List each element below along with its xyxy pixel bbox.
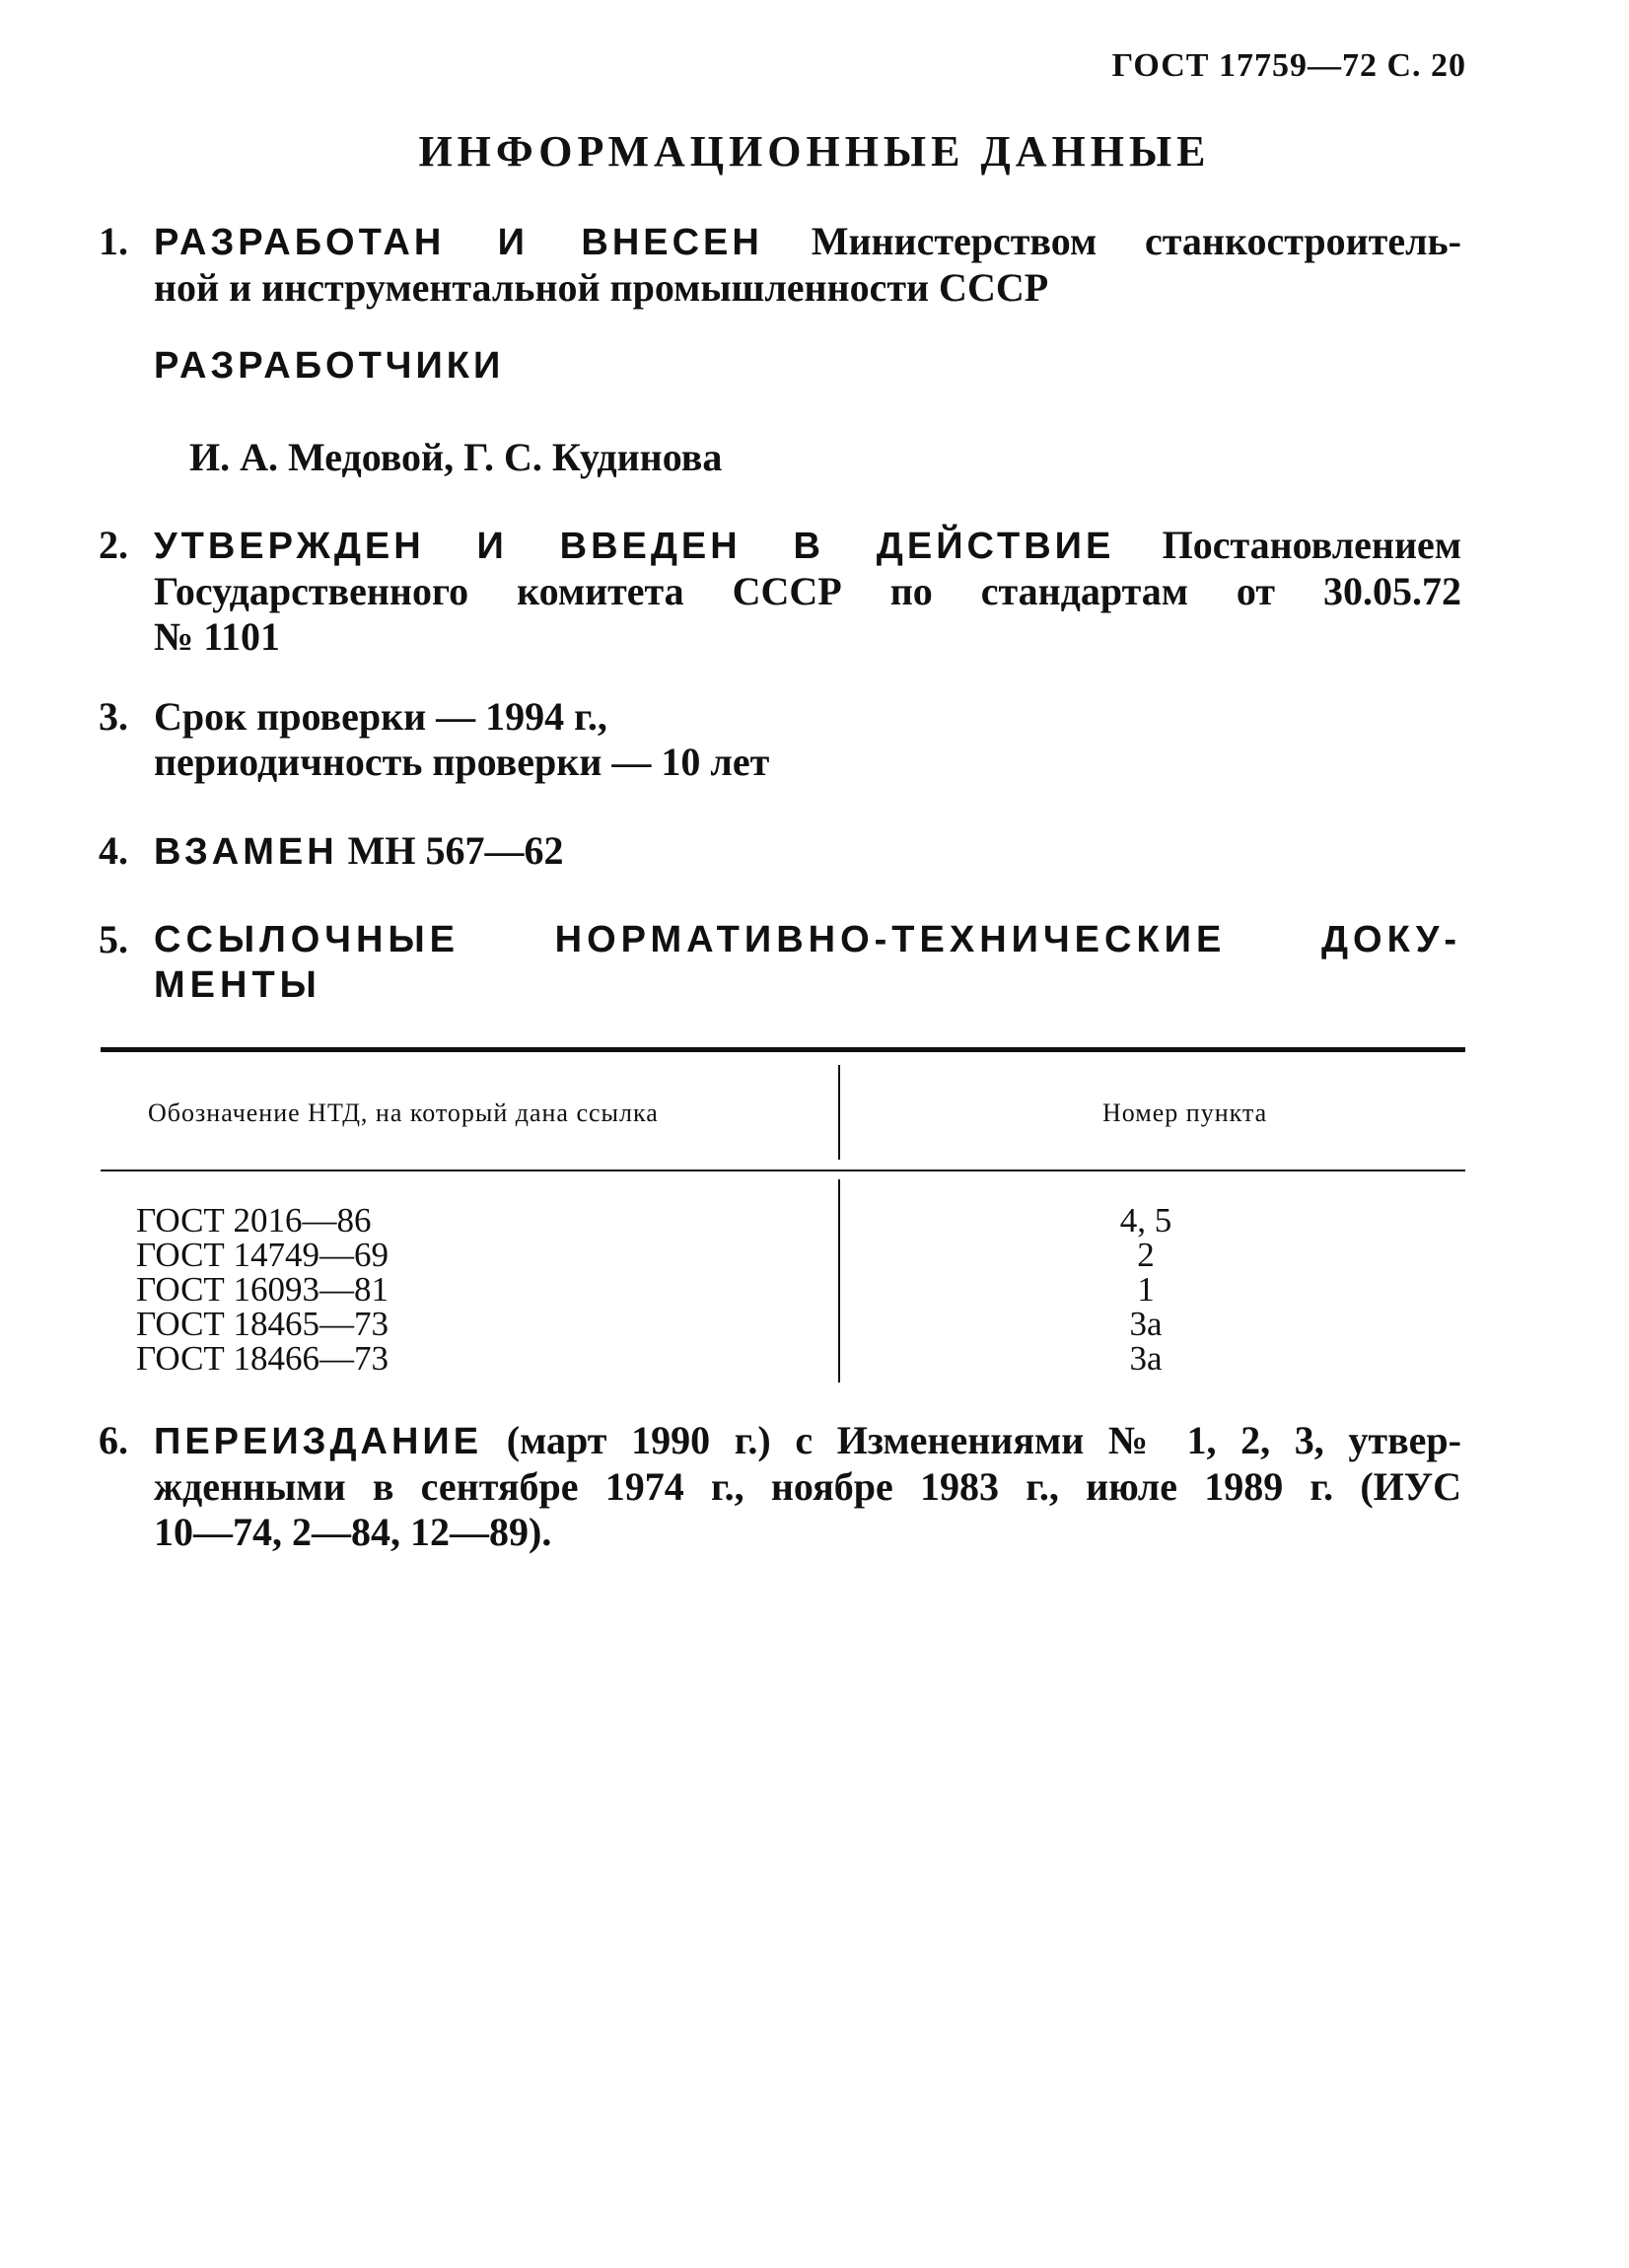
item-line: жденными в сентябре 1974 г., ноябре 1983 г., июле 1989 г. (ИУС	[154, 1464, 1461, 1509]
item-line: Срок проверки — 1994 г.,	[154, 694, 607, 739]
item-developed-by	[99, 219, 1461, 311]
item-lead: РАЗРАБОТАН И ВНЕСЕН	[154, 222, 763, 263]
item-text: Министерством станкостроитель-	[811, 219, 1461, 263]
item-approved	[99, 523, 1461, 660]
item-line: 10—74, 2—84, 12—89).	[154, 1510, 552, 1554]
table-row	[101, 1238, 1465, 1272]
table-body	[101, 1203, 1465, 1376]
table-cell-clause: 3а	[1129, 1339, 1163, 1378]
item-number: 2.	[99, 523, 128, 567]
item-number: 6.	[99, 1418, 128, 1462]
developers-names: И. А. Медовой, Г. С. Кудинова	[189, 435, 723, 479]
table-top-rule	[101, 1047, 1465, 1052]
table-header-rule	[101, 1169, 1465, 1171]
table-cell-designation: ГОСТ 14749—69	[136, 1236, 390, 1274]
table-cell-designation: ГОСТ 16093—81	[136, 1270, 390, 1309]
item-line: МЕНТЫ	[154, 964, 321, 1006]
table-cell-clause: 2	[1137, 1236, 1155, 1274]
item-lead: ПЕРЕИЗДАНИЕ	[154, 1421, 483, 1462]
item-line: ной и инструментальной промышленности СССР	[154, 265, 1049, 310]
item-lead: ВЗАМЕН	[154, 831, 338, 873]
item-review-period	[99, 694, 1461, 785]
item-text: МН 567—62	[347, 828, 564, 873]
table-cell-clause: 3а	[1129, 1305, 1163, 1343]
developers-heading: РАЗРАБОТЧИКИ	[154, 345, 505, 387]
item-number: 4.	[99, 828, 128, 873]
document-title: ИНФОРМАЦИОННЫЕ ДАННЫЕ	[418, 127, 1211, 176]
table-cell-designation: ГОСТ 18465—73	[136, 1305, 390, 1343]
item-line	[154, 219, 1461, 265]
item-line: Государственного комитета СССР по стандартам от 30.05.72	[154, 569, 1461, 613]
item-line	[154, 1418, 1461, 1464]
table-cell-clause: 1	[1137, 1270, 1155, 1309]
item-lead: УТВЕРЖДЕН И ВВЕДЕН В ДЕЙСТВИЕ	[154, 526, 1115, 567]
item-replaces	[99, 828, 1461, 875]
item-number: 5.	[99, 917, 128, 961]
item-reference-documents	[99, 917, 1461, 1008]
table-cell-designation: ГОСТ 18466—73	[136, 1339, 390, 1378]
table-header-designation: Обозначение НТД, на который дана ссылка	[148, 1099, 659, 1127]
item-line	[154, 523, 1461, 569]
reference-table	[101, 1047, 1465, 1382]
item-line: № 1101	[154, 614, 280, 659]
table-cell-designation: ГОСТ 2016—86	[136, 1201, 372, 1240]
table-header-clause: Номер пункта	[1102, 1099, 1268, 1127]
item-reissue	[99, 1418, 1461, 1555]
table-row	[101, 1341, 1465, 1376]
item-line: периодичность проверки — 10 лет	[154, 740, 770, 784]
item-line: ССЫЛОЧНЫЕ НОРМАТИВНО-ТЕХНИЧЕСКИЕ ДОКУ-	[154, 919, 1461, 960]
item-text: Постановлением	[1162, 523, 1462, 567]
table-column-divider	[838, 1065, 840, 1160]
table-cell-clause: 4, 5	[1119, 1201, 1172, 1240]
item-number: 3.	[99, 694, 128, 739]
item-number: 1.	[99, 219, 128, 263]
table-row	[101, 1307, 1465, 1341]
item-text: (март 1990 г.) с Изменениями № 1, 2, 3, утвер-	[506, 1418, 1462, 1462]
item-line	[154, 828, 1461, 875]
table-row	[101, 1203, 1465, 1238]
table-row	[101, 1272, 1465, 1307]
page-header: ГОСТ 17759—72 С. 20	[1111, 47, 1466, 84]
